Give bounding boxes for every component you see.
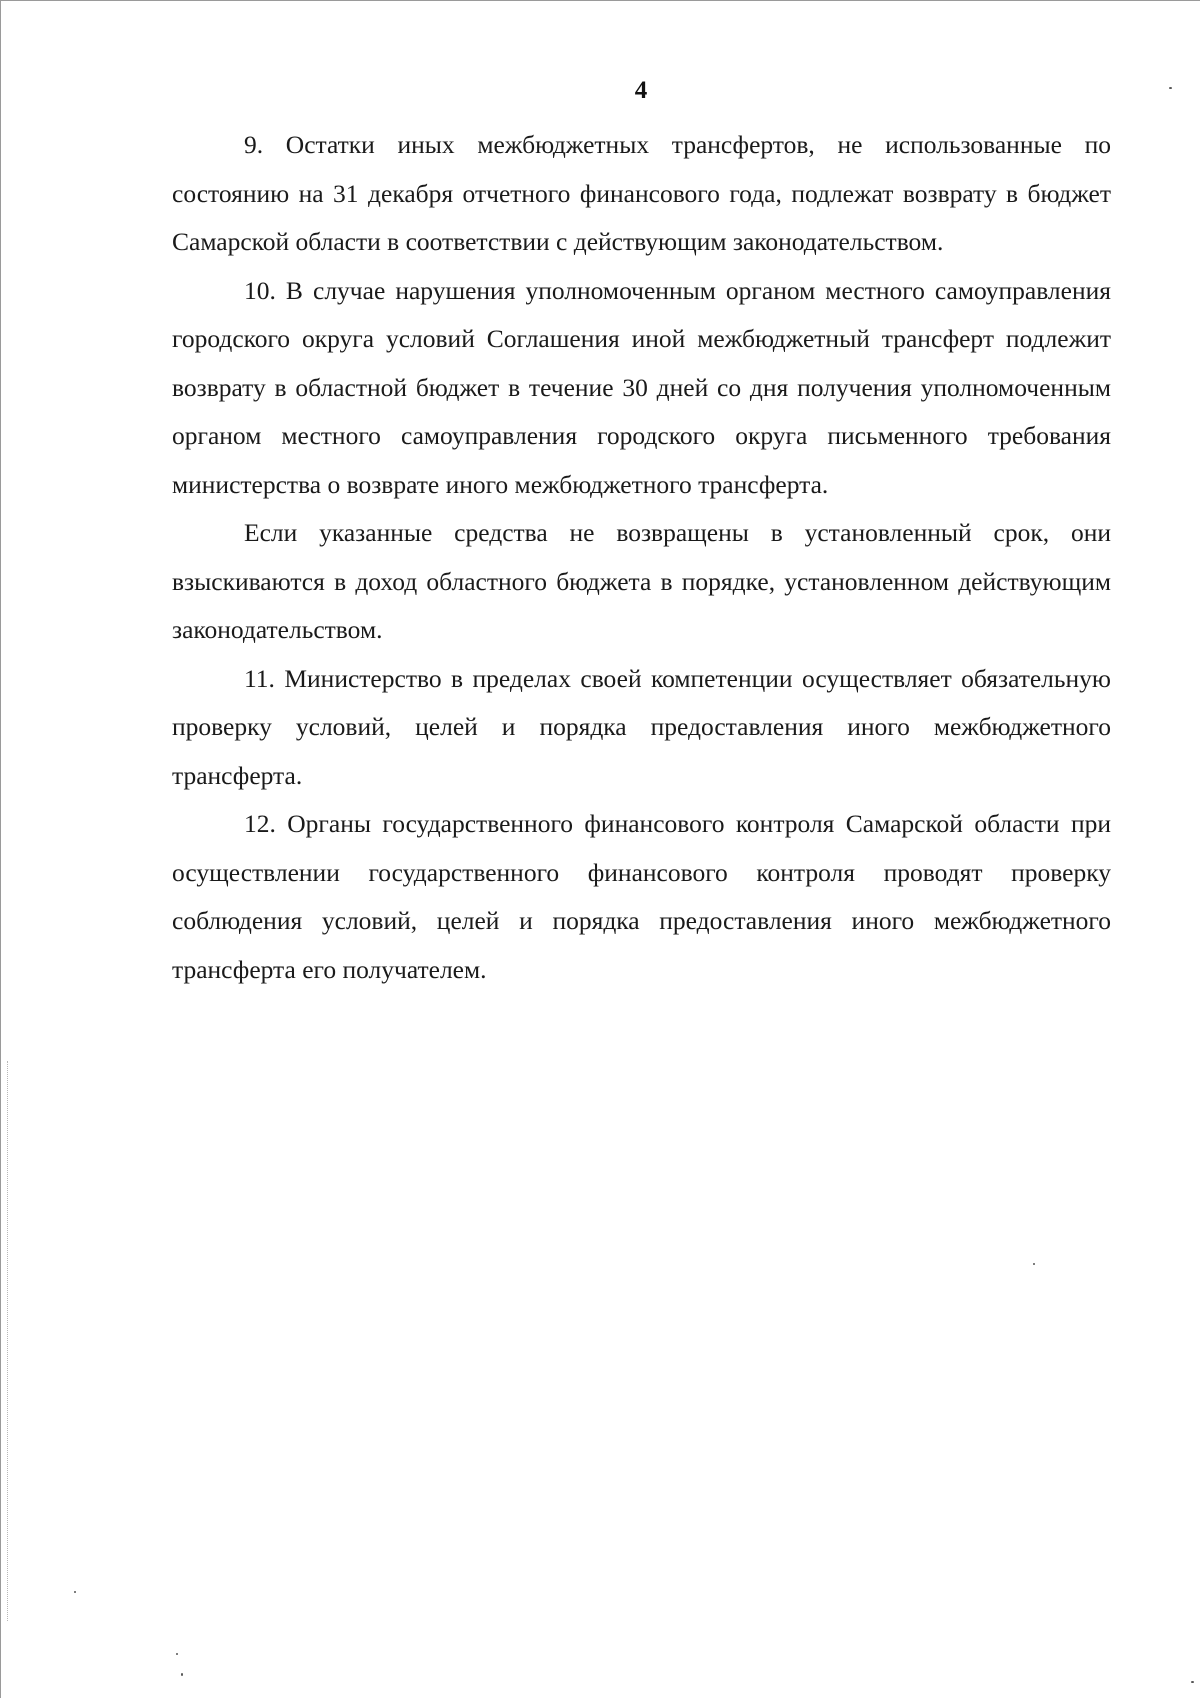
paragraph-9: 9. Остатки иных межбюджетных трансфертов, не использованные по состоянию на 31 декабря отчетного финансового года, подлежат возврату в бюджет Самарской области в соответствии с действующим законодательством. (172, 130, 1111, 256)
scan-speck (1033, 1263, 1035, 1265)
scan-speck (74, 1591, 76, 1593)
scan-edge-artifact (7, 1061, 10, 1621)
paragraph-12: 12. Органы государственного финансового контроля Самарской области при осуществлении государственного финансового контроля проводят проверку соблюдения условий, целей и порядка предоставления иного межбюджетного трансферта его получателем. (172, 809, 1111, 984)
paragraph-11: 11. Министерство в пределах своей компетенции осуществляет обязательную проверку условий, целей и порядка предоставления иного межбюджетного трансферта. (172, 663, 1111, 790)
scan-speck (181, 1673, 183, 1676)
paragraph-10: 10. В случае нарушения уполномоченным органом местного самоуправления городского округа условий Соглашения иной межбюджетный трансферт подлежит возврату в областной бюджет в течение 30 дней со дня получения уполномоченным органом местного самоуправления городского округа письменного требования министерства о возврате иного межбюджетного трансферта. (172, 275, 1111, 499)
paragraph-10-continued: Если указанные средства не возвращены в установленный срок, они взыскиваются в доход областного бюджета в порядке, установленном действующим законодательством. (172, 518, 1111, 644)
scan-speck (1191, 1681, 1194, 1683)
scan-speck (176, 1653, 178, 1655)
document-body (172, 121, 1111, 994)
scan-speck (1169, 87, 1172, 89)
page-number: 4 (634, 77, 648, 104)
